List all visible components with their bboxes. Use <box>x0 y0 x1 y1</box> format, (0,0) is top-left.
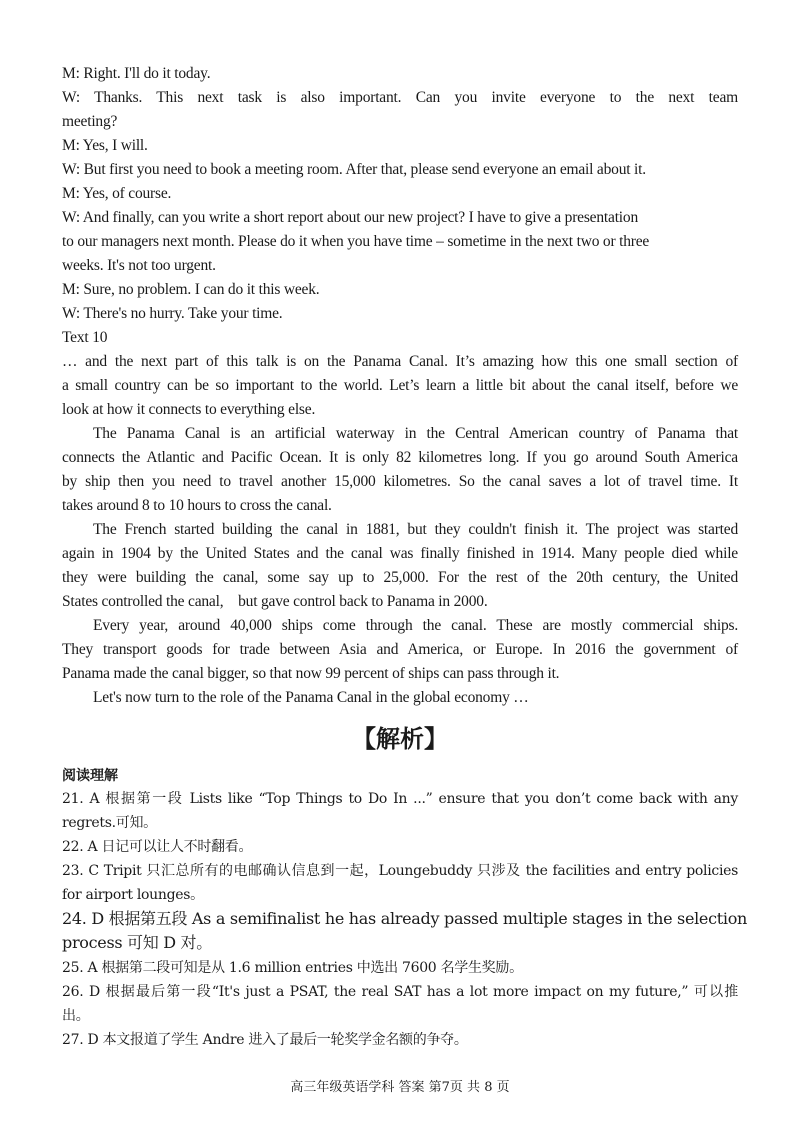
answer-line: 27. D 本文报道了学生 Andre 进入了最后一轮奖学金名额的争夺。 <box>62 1032 468 1048</box>
dialogue-line: M: Yes, I will. <box>62 137 148 154</box>
passage-line: connects the Atlantic and Pacific Ocean. It is only 82 kilometres long. If you go around South America <box>62 449 738 466</box>
passage-line: look at how it connects to everything else. <box>62 401 316 418</box>
dialogue-line: M: Sure, no problem. I can do it this week. <box>62 281 320 298</box>
answer-line: 出。 <box>62 1008 90 1024</box>
passage-line: Every year, around 40,000 ships come through the canal. These are mostly commercial ships. <box>93 617 738 634</box>
answer-line: for airport lounges。 <box>62 887 204 903</box>
page-footer: 高三年级英语学科 答案 第7页 共 8 页 <box>290 1080 510 1095</box>
passage-line: The French started building the canal in 1881, but they couldn't finish it. The project was started <box>93 521 738 538</box>
passage-line: Let's now turn to the role of the Panama Canal in the global economy … <box>93 689 529 706</box>
answer-line: 24. D 根据第五段 As a semifinalist he has already passed multiple stages in the selection <box>62 909 748 928</box>
passage-line: by ship then you need to travel another 15,000 kilometres. So the canal saves a lot of travel time. It <box>62 473 738 490</box>
passage-line: … and the next part of this talk is on the Panama Canal. It’s amazing how this one small section of <box>62 353 738 370</box>
dialogue-line: to our managers next month. Please do it when you have time – sometime in the next two or three <box>62 233 650 250</box>
section-label: 阅读理解 <box>62 768 118 784</box>
passage-line: Panama made the canal bigger, so that now 99 percent of ships can pass through it. <box>62 665 560 682</box>
passage-line: a small country can be so important to the world. Let’s learn a little bit about the canal itself, before we <box>62 377 738 394</box>
passage-line: States controlled the canal, but gave control back to Panama in 2000. <box>62 593 488 610</box>
dialogue-line: M: Yes, of course. <box>62 185 172 202</box>
dialogue-line: meeting? <box>62 113 118 130</box>
answer-line: 26. D 根据最后第一段“It's just a PSAT, the real SAT has a lot more impact on my future,” 可以推 <box>62 984 738 1000</box>
answer-line: process 可知 D 对。 <box>62 933 212 952</box>
dialogue-line: W: Thanks. This next task is also important. Can you invite everyone to the next team <box>62 89 738 106</box>
dialogue-line: weeks. It's not too urgent. <box>62 257 216 274</box>
dialogue-line: M: Right. I'll do it today. <box>62 65 211 82</box>
passage-line: The Panama Canal is an artificial waterway in the Central American country of Panama that <box>93 425 738 442</box>
passage-line: they were building the canal, some say up to 25,000. For the rest of the 20th century, the United <box>62 569 738 586</box>
answer-line: 21. A 根据第一段 Lists like “Top Things to Do In ...” ensure that you don’t come back with any <box>62 791 738 807</box>
answer-line: 25. A 根据第二段可知是从 1.6 million entries 中选出 7600 名学生奖励。 <box>62 960 523 976</box>
passage-line: They transport goods for trade between Asia and America, or Europe. In 2016 the government of <box>62 641 738 658</box>
passage-line: takes around 8 to 10 hours to cross the canal. <box>62 497 332 514</box>
analysis-heading: 【解析】 <box>352 725 448 753</box>
dialogue-line: W: There's no hurry. Take your time. <box>62 305 283 322</box>
passage-line: again in 1904 by the United States and the canal was finally finished in 1914. Many people died while <box>62 545 738 562</box>
dialogue-line: W: But first you need to book a meeting room. After that, please send everyone an email about it. <box>62 161 646 178</box>
answer-line: 23. C Tripit 只汇总所有的电邮确认信息到一起，Loungebuddy 只涉及 the facilities and entry policies <box>62 863 738 879</box>
answer-line: regrets.可知。 <box>62 815 157 831</box>
dialogue-line: W: And finally, can you write a short report about our new project? I have to give a presentation <box>62 209 639 226</box>
answer-line: 22. A 日记可以让人不时翻看。 <box>62 839 253 855</box>
text10-title: Text 10 <box>62 329 108 346</box>
